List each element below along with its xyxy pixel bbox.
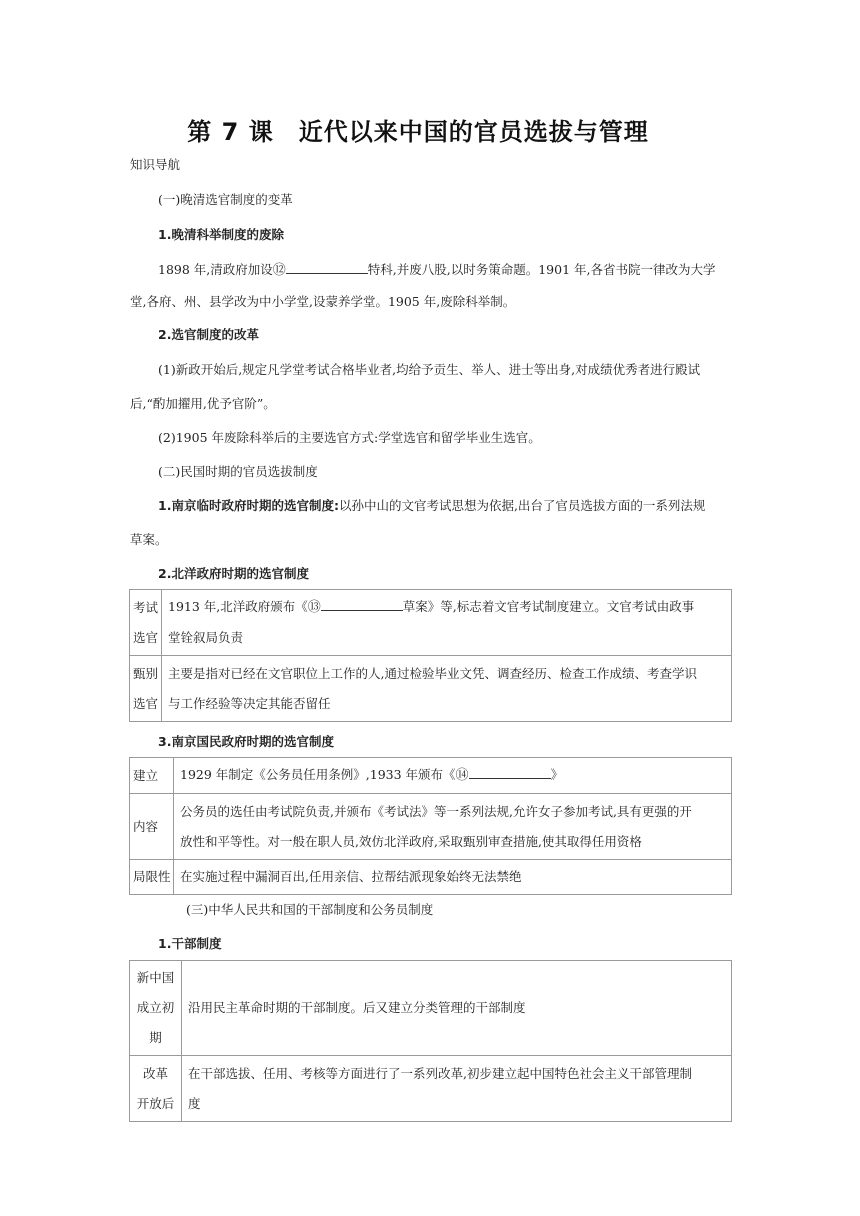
subheading-late-qing-exam: 1.晚清科举制度的废除 xyxy=(158,227,284,242)
row-header-line: 成立初期 xyxy=(136,1000,175,1045)
row-header: 局限性 xyxy=(130,860,174,895)
table-row xyxy=(130,961,732,1056)
row-header: 内容 xyxy=(130,794,174,860)
cell-line: 度 xyxy=(188,1095,201,1111)
subheading-cadre-system: 1.干部制度 xyxy=(158,936,222,951)
fill-blank[interactable] xyxy=(286,261,368,274)
paragraph-line: 草案。 xyxy=(130,532,168,547)
paragraph-line: (2)1905 年废除科举后的主要选官方式:学堂选官和留学毕业生选官。 xyxy=(158,430,541,445)
paragraph-line: 后,“酌加擢用,优予官阶”。 xyxy=(130,396,276,411)
blank-number-12: ⑫ xyxy=(272,263,286,278)
table-row xyxy=(130,758,732,794)
text: 草案》等,标志着文官考试制度建立。文官考试由政事 xyxy=(402,599,695,614)
table-cell: 在实施过程中漏洞百出,任用亲信、拉帮结派现象始终无法禁绝 xyxy=(174,860,732,895)
beiyang-table xyxy=(129,589,732,722)
paragraph-line: 堂,各府、州、县学改为中小学堂,设蒙养学堂。1905 年,废除科举制。 xyxy=(130,294,516,309)
blank-number-13: ⑬ xyxy=(307,600,321,615)
cell-line: 堂铨叙局负责 xyxy=(168,630,244,645)
row-header-line: 甄别 xyxy=(132,665,158,681)
row-header-line: 选官 xyxy=(132,629,158,645)
nav-label: 知识导航 xyxy=(130,157,181,172)
section-heading-3: (三)中华人民共和国的干部制度和公务员制度 xyxy=(186,902,434,917)
table-cell xyxy=(182,1056,732,1122)
text: 》 xyxy=(550,767,564,782)
subheading-reform: 2.选官制度的改革 xyxy=(158,327,259,342)
text: 1913 年,北洋政府颁布《 xyxy=(168,599,308,614)
fill-blank[interactable] xyxy=(321,598,403,611)
cell-line: 放性和平等性。对一般在职人员,效仿北洋政府,采取甄别审查措施,使其取得任用资格 xyxy=(180,833,642,849)
text: 以孙中山的文官考试思想为依据,出台了官员选拔方面的一系列法规 xyxy=(338,498,706,513)
cell-line: 与工作经验等决定其能否留任 xyxy=(168,695,331,711)
text: 1929 年制定《公务员任用条例》,1933 年颁布《 xyxy=(180,767,456,782)
blank-number-14: ⑭ xyxy=(455,768,469,783)
row-header xyxy=(130,1056,182,1122)
row-header-line: 新中国 xyxy=(136,970,175,985)
subheading-beiyang: 2.北洋政府时期的选官制度 xyxy=(158,566,309,581)
subheading-nanjing-national: 3.南京国民政府时期的选官制度 xyxy=(158,734,334,749)
nanjing-table xyxy=(129,757,732,895)
row-header-line: 改革 xyxy=(142,1065,168,1081)
row-header: 建立 xyxy=(130,758,174,794)
table-cell xyxy=(174,794,732,860)
cell-line: 主要是指对已经在文官职位上工作的人,通过检验毕业文凭、调查经历、检查工作成绩、考查学识 xyxy=(168,665,697,681)
row-header xyxy=(130,656,162,722)
table-cell xyxy=(174,758,732,794)
cell-line: 公务员的选任由考试院负责,并颁布《考试法》等一系列法规,允许女子参加考试,具有更强的开 xyxy=(180,803,692,819)
table-cell xyxy=(162,656,732,722)
table-cell: 沿用民主革命时期的干部制度。后又建立分类管理的干部制度 xyxy=(182,961,732,1056)
table-row xyxy=(130,860,732,895)
cell-line xyxy=(168,592,725,623)
row-header xyxy=(130,961,182,1056)
row-header-line: 考试 xyxy=(132,599,158,615)
text: 1898 年,清政府加设 xyxy=(158,262,273,277)
page-title: 第 7 课 近代以来中国的官员选拔与管理 xyxy=(187,118,649,146)
section-heading-2: (二)民国时期的官员选拔制度 xyxy=(158,464,318,479)
section-heading-1: (一)晚清选官制度的变革 xyxy=(158,192,293,207)
cell-line: 在干部选拔、任用、考核等方面进行了一系列改革,初步建立起中国特色社会主义干部管理制 xyxy=(188,1065,692,1081)
fill-blank[interactable] xyxy=(469,766,551,779)
table-row xyxy=(130,1056,732,1122)
subheading-nanjing-provisional: 1.南京临时政府时期的选官制度: xyxy=(158,498,339,513)
table-cell xyxy=(162,590,732,656)
table-row xyxy=(130,590,732,656)
cadre-table xyxy=(129,960,732,1122)
paragraph-line: (1)新政开始后,规定凡学堂考试合格毕业者,均给予贡生、举人、进士等出身,对成绩优秀者进行殿试 xyxy=(158,362,701,377)
row-header-line: 选官 xyxy=(132,695,158,711)
paragraph-line xyxy=(158,260,716,281)
table-row xyxy=(130,794,732,860)
paragraph-line xyxy=(158,496,705,516)
table-row xyxy=(130,656,732,722)
text: 特科,并废八股,以时务策命题。1901 年,各省书院一律改为大学 xyxy=(367,262,716,277)
row-header xyxy=(130,590,162,656)
row-header-line: 开放后 xyxy=(136,1095,175,1111)
